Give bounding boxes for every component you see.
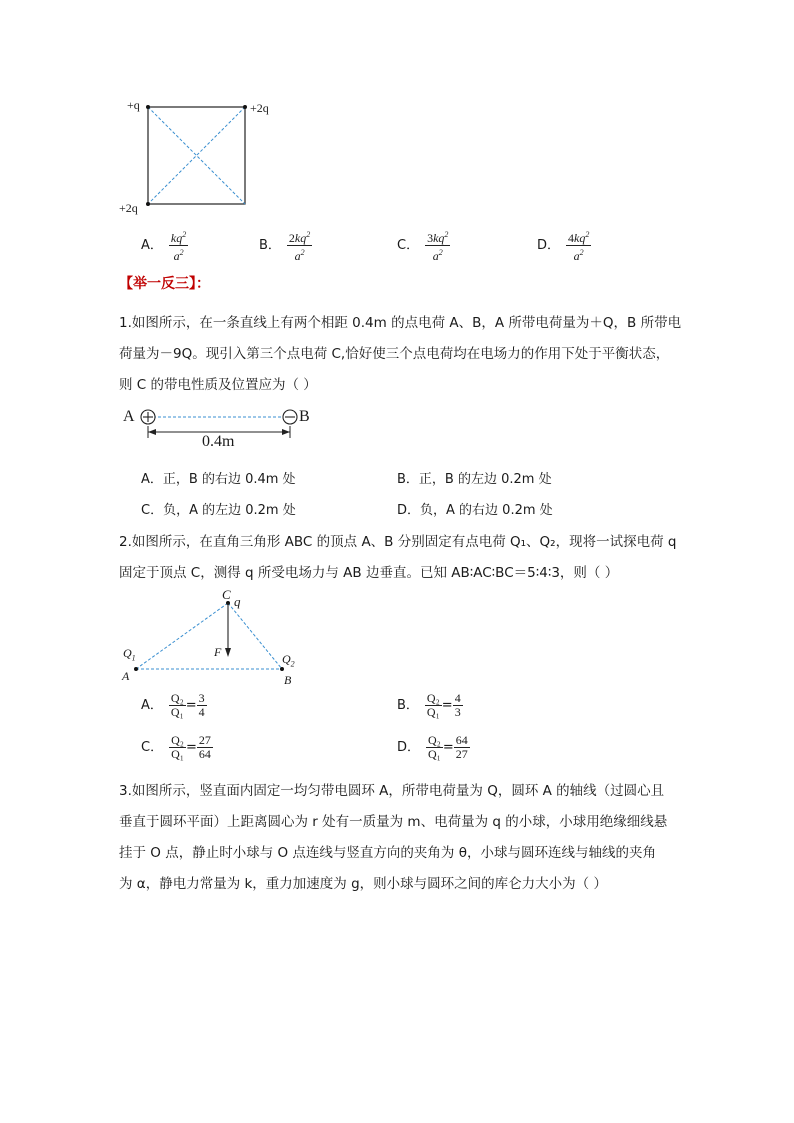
coef: 3: [427, 231, 434, 245]
q1-fig-distance: 0.4m: [202, 433, 235, 450]
option-b: [259, 228, 312, 263]
numerator: kq: [170, 231, 183, 245]
coef: 2: [288, 231, 295, 245]
ratio-fraction: [426, 734, 443, 761]
ratio-fraction: [425, 692, 442, 719]
q2-fig-label-a: A: [122, 669, 130, 683]
q2-fig-label-q2: [282, 652, 295, 668]
denominator: Q₁: [171, 747, 184, 761]
q2-option-b: [397, 692, 463, 719]
numerator: Q₂: [428, 733, 441, 747]
q3-line-4: 为 α，静电力常量为 k，重力加速度为 g，则小球与圆环之间的库仑力大小为（ ）: [119, 876, 607, 892]
q2-fig-label-q: q: [234, 594, 241, 609]
q1-line-1: 1.如图所示，在一条直线上有两个相距 0.4m 的点电荷 A、B，A 所带电荷量为＋Q，B 所带电: [119, 315, 682, 331]
q3-line-1: 3.如图所示，竖直面内固定一均匀带电圆环 A，所带电荷量为 Q，圆环 A 的轴线（过圆心且: [119, 783, 665, 799]
denominator: Q₁: [426, 705, 440, 719]
equals: =: [185, 698, 197, 713]
q1-option-d: D．负，A 的右边 0.2m 处: [397, 503, 553, 518]
option-letter: C．: [141, 740, 164, 755]
denominator: 27: [455, 747, 468, 761]
q1-letter: Q: [123, 646, 132, 660]
q2-fig-label-q1: [123, 646, 136, 662]
numerator: kq: [294, 231, 307, 245]
q3-line-2: 垂直于圆环平面）上距离圆心为 r 处有一质量为 m、电荷量为 q 的小球，小球用绝缘细线悬: [119, 814, 668, 830]
q1-option-a: A．正，B 的右边 0.4m 处: [141, 472, 296, 487]
numerator: Q₂: [171, 733, 184, 747]
equals: =: [442, 740, 454, 755]
charge-label-top-left: +q: [127, 98, 140, 112]
q1-subscript: 1: [131, 653, 136, 663]
option-letter: D．: [397, 740, 421, 755]
exponent: 2: [444, 230, 449, 239]
option-letter: A．: [141, 698, 163, 713]
q1-fig-label-b: B: [299, 408, 310, 425]
q1-option-c: C．负，A 的左边 0.2m 处: [141, 503, 296, 518]
denominator: a: [173, 249, 180, 263]
q1-line-2: 荷量为－9Q。现引入第三个点电荷 C,恰好使三个点电荷均在电场力的作用下处于平衡状态，: [119, 346, 670, 362]
charge-label-bottom-left: +2q: [119, 201, 138, 215]
numerator: Q₂: [170, 691, 184, 705]
ratio-fraction: [169, 692, 186, 719]
numerator: Q₂: [426, 691, 440, 705]
exponent: 2: [579, 248, 584, 257]
denominator: 64: [198, 747, 211, 761]
fraction: [425, 228, 450, 263]
q2-fig-label-f: F: [214, 645, 222, 659]
q2-line-2: 固定于顶点 C，测得 q 所受电场力与 AB 边垂直。已知 AB∶AC∶BC＝5∶4∶3，则（ ）: [119, 565, 619, 581]
option-letter: B．: [259, 238, 281, 253]
exponent: 2: [438, 248, 443, 257]
q2-option-d: [397, 734, 470, 761]
fraction: [566, 228, 591, 263]
ratio-fraction: [169, 734, 186, 761]
q2-triangle-figure: [120, 585, 310, 685]
numerator: 4: [454, 691, 461, 705]
denominator: Q₁: [428, 747, 441, 761]
option-c: [397, 228, 450, 263]
q2-option-a: [141, 692, 207, 719]
numerator: 3: [198, 691, 205, 705]
option-letter: D．: [537, 238, 561, 253]
exponent: 2: [585, 230, 590, 239]
q2-option-c: [141, 734, 213, 761]
denominator: 3: [454, 705, 461, 719]
denominator: Q₁: [170, 705, 184, 719]
denominator: a: [573, 249, 580, 263]
q2-fig-label-c: C: [222, 587, 231, 602]
numerator: kq: [574, 231, 586, 245]
denominator: a: [432, 249, 439, 263]
option-letter: A．: [141, 238, 163, 253]
denominator: a: [294, 249, 301, 263]
coef: 4: [568, 231, 575, 245]
exponent: 2: [182, 230, 187, 239]
section-heading: 【举一反三】：: [119, 276, 210, 292]
value-fraction: [197, 734, 213, 761]
q3-line-3: 挂于 O 点，静止时小球与 O 点连线与竖直方向的夹角为 θ，小球与圆环连线与轴线的夹角: [119, 845, 656, 861]
numerator: 27: [198, 733, 211, 747]
equals: =: [185, 740, 197, 755]
denominator: 4: [198, 705, 205, 719]
equals: =: [441, 698, 453, 713]
option-letter: B．: [397, 698, 419, 713]
option-letter: C．: [397, 238, 420, 253]
q2-fig-label-b: B: [284, 673, 292, 687]
value-fraction: [454, 734, 470, 761]
value-fraction: [453, 692, 463, 719]
q1-fig-label-a: A: [123, 408, 135, 425]
exponent: 2: [300, 248, 305, 257]
fraction: [169, 228, 188, 263]
numerator: kq: [433, 231, 445, 245]
charge-label-top-right: +2q: [250, 101, 269, 115]
exponent: 2: [306, 230, 311, 239]
q1-line-3: 则 C 的带电性质及位置应为（ ）: [119, 377, 317, 393]
option-d: [537, 228, 591, 263]
q2-line-1: 2.如图所示，在直角三角形 ABC 的顶点 A、B 分别固定有点电荷 Q₁、Q₂，现将一试探电荷 q: [119, 534, 677, 550]
value-fraction: [197, 692, 207, 719]
numerator: 64: [455, 733, 468, 747]
q2-letter: Q: [282, 652, 291, 666]
option-a: [141, 228, 188, 263]
fraction: [287, 228, 312, 263]
q1-option-b: B．正，B 的左边 0.2m 处: [397, 472, 552, 487]
exponent: 2: [179, 248, 184, 257]
q2-subscript: 2: [290, 659, 295, 669]
